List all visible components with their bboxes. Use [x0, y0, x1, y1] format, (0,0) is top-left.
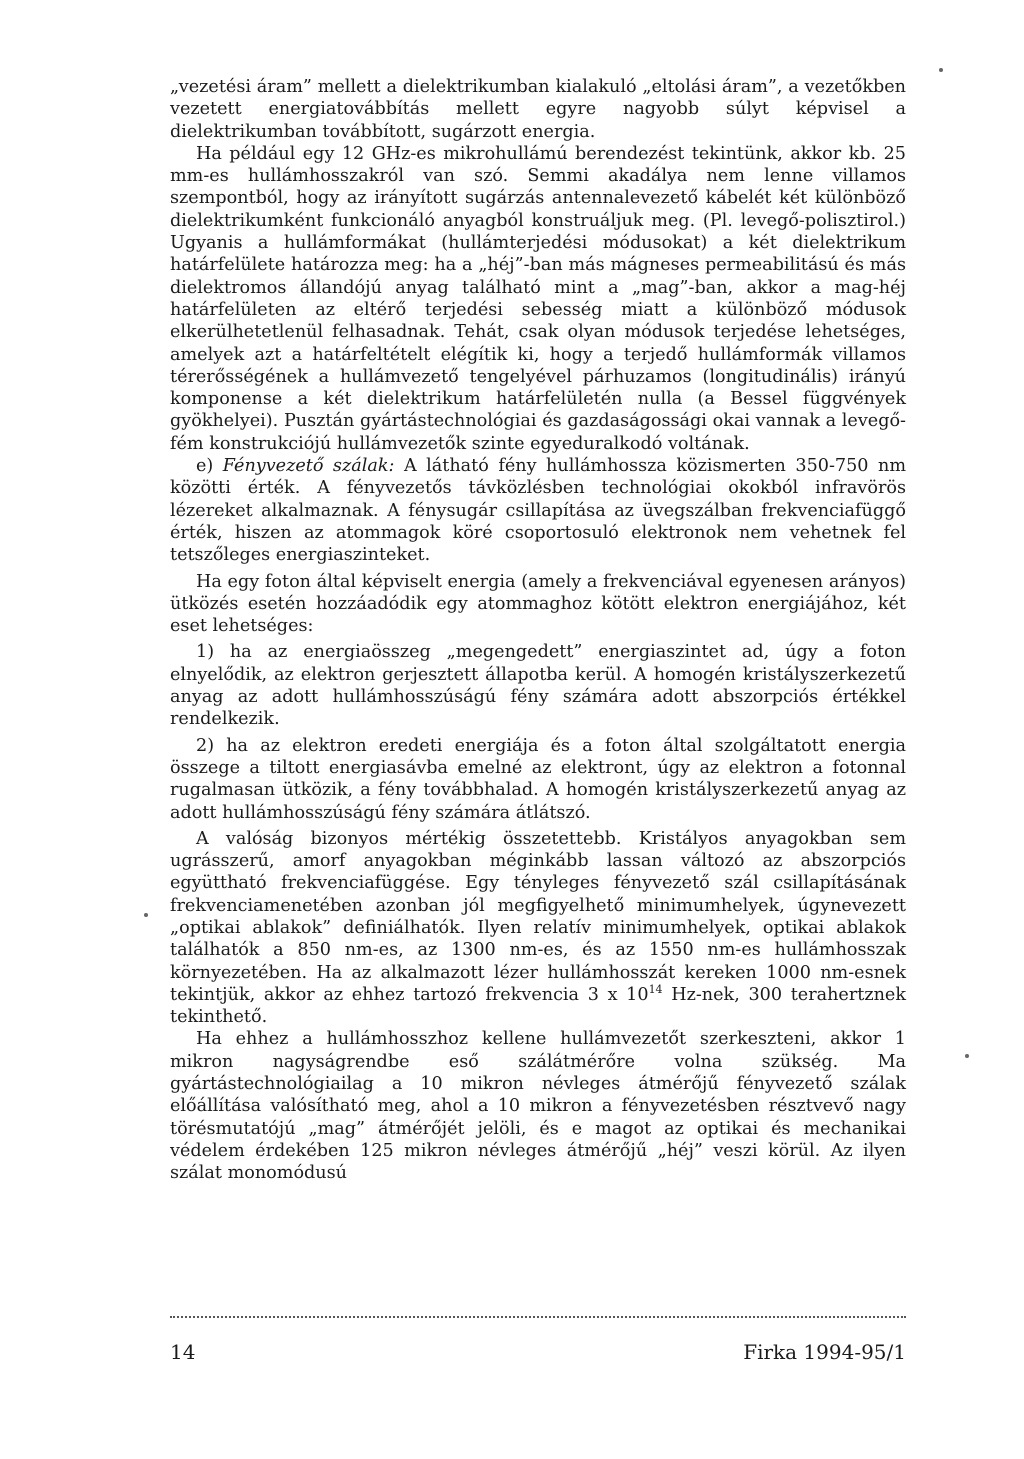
scan-speck — [939, 68, 943, 72]
paragraph-4: Ha egy foton által képviselt energia (amely a frekvenciával egyenesen arányos) ütközés esetén hozzáadódik egy atommaghoz kötött elektron energiájához, két eset lehetséges: — [170, 571, 906, 637]
page-number: 14 — [170, 1340, 196, 1364]
paragraph-list-2: 2) ha az elektron eredeti energiája és a foton által szolgáltatott energia összege a tiltott energiasávba emelné az elektront, úgy az elektron a fotonnal rugalmasan ütközik, a fény továbbhalad. A homogén kristályszerkezetű anyag az adott hullámhosszúságú fény számára átlátszó. — [170, 735, 906, 823]
section-e-text: A látható fény hullámhossza közismerten 350-750 nm közötti érték. — [170, 456, 906, 499]
document-body — [170, 76, 906, 1185]
laser-after: Hz-nek, 300 terahertznek tekinthető. — [170, 984, 906, 1028]
paragraph-2: Ha például egy 12 GHz-es mikrohullámú berendezést tekintünk, akkor kb. 25 mm-es hullámhosszakról van szó. Semmi akadálya nem lenne villamos szempontból, hogy az irányított sugárzás antennalevezető kábelét két különböző dielektrikumként funkcionáló anyagból konstruáljuk meg. (Pl. levegő-polisztirol.) Ugyanis a hullámformákat (hullámterjedési módusokat) a két dielektrikum határfelülete határozza meg: ha a „héj”-ban más mágneses permeabilitású és más dielektromos állandójú anyag található mint a „mag”-ban, akkor a mag-héj határfelületen az eltérő terjedési sebesség miatt a különböző módusok elkerülhetetlenül felhasadnak. Tehát, csak olyan módusok terjedése lehetséges, amelyek azt a határfeltételt elégítik ki, hogy a terjedő hullámformák villamos térerősségének a hullámvezető tengelyével párhuzamos (longitudinális) irányú komponense a két dielektrikum határfelületén nulla (a Bessel függvények gyökhelyei). Pusztán gyártástechnológiai és gazdaságossági okai vannak a levegő-fém konstrukciójú hullámvezetők szinte egyeduralkodó voltának. — [170, 143, 906, 454]
section-e-label: e) — [196, 456, 214, 477]
paragraph-1: „vezetési áram” mellett a dielektrikumban kialakuló „eltolási áram”, a vezetőkben vezetett energiatovábbítás mellett egyre nagyobb súlyt képvisel a dielektrikumban továbbított, sugárzott energia. — [170, 77, 906, 142]
paragraph-7 — [170, 828, 906, 1029]
paragraph-list-1: 1) ha az energiaösszeg „megengedett” energiaszintet ad, úgy a foton elnyelődik, az elektron gerjesztett állapotba kerül. A homogén kristályszerkezetű anyag az adott hullámhosszúságú fény számára adott abszorpciós értékkel rendelkezik. — [170, 642, 906, 730]
section-e-title: Fényvezető szálak: — [222, 456, 395, 477]
section-e-continuation: A fényvezetős távközlésben technológiai okokból infravörös lézereket alkalmaznak. A fénysugár csillapítása az üvegszálban frekvenciafüggő érték, hiszen az atommagok köré csoportosuló elektronok nem vehetnek fel tetszőleges energiaszinteket. — [170, 478, 906, 566]
scan-speck — [965, 1054, 969, 1058]
paragraph-8: Ha ehhez a hullámhosszhoz kellene hullámvezetőt szerkeszteni, akkor 1 mikron nagyságrendbe eső szálátmérőre volna szükség. Ma gyártástechnológiailag a 10 mikron névleges átmérőjű fényvezető szálak előállítása valósítható meg, ahol a 10 mikron a fényvezetésben résztvevő nagy törésmutatójú „mag” átmérőjét jelöli, és e magot az optikai és mechanikai védelem érdekében 125 mikron névleges átmérőjű „héj” veszi körül. Az ilyen szálat monomódusú — [170, 1029, 906, 1184]
scan-speck — [144, 913, 148, 917]
paragraph-7-text: A valóság bizonyos mértékig összetettebb. Kristályos anyagokban sem ugrásszerű, amorf anyagokban méginkább lassan változó az abszorpciós együttható frekvenciafüggése. Egy tényleges fényvezető szál csillapításának frekvenciamenetében azonban jól megfigyelhető minimumhelyek, úgynevezett „optikai ablakok” definiálhatók. Ilyen relatív minimumhelyek, optikai ablakok találhatók a 850 nm-es, az 1300 nm-es, és az 1550 nm-es hullámhosszak környezetében. — [170, 828, 906, 983]
journal-name: Firka 1994-95/1 — [743, 1340, 906, 1364]
laser-before: Ha az alkalmazott lézer hullámhosszát kereken 1000 nm-esnek tekintjük, akkor az ehhez tartozó frekvencia 3 x 10 — [170, 962, 907, 1005]
paragraph-section-e — [170, 455, 906, 566]
footer-rule — [170, 1316, 906, 1318]
laser-exponent: 14 — [648, 983, 663, 997]
